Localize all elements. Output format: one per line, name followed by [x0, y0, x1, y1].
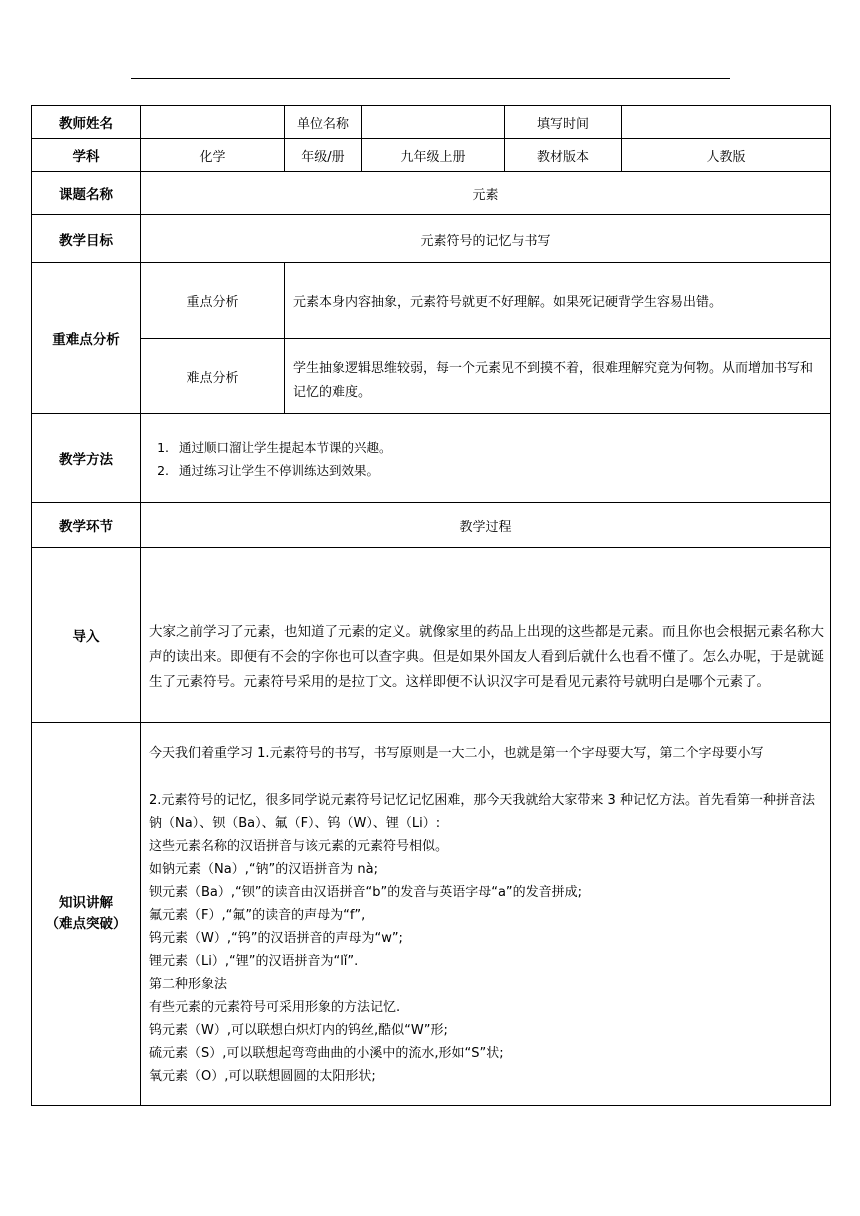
value-key-analysis: 元素本身内容抽象，元素符号就更不好理解。如果死记硬背学生容易出错。 [293, 294, 723, 310]
knowledge-line: 硫元素（S）,可以联想起弯弯曲曲的小溪中的流水,形如“S”状; [149, 1046, 504, 1061]
value-fill-time [622, 106, 831, 139]
method-item: 2. 通过练习让学生不停训练达到效果。 [173, 459, 830, 482]
label-process: 教学过程 [141, 503, 831, 548]
key-analysis-cell [285, 263, 831, 339]
value-teacher-name [141, 106, 285, 139]
knowledge-line: 锂元素（Li）,“锂”的汉语拼音为“lǐ”. [149, 954, 359, 969]
label-knowledge-line2: （难点突破） [45, 916, 127, 932]
lesson-plan-table [31, 105, 831, 1106]
knowledge-line: 氟元素（F）,“氟”的读音的声母为“f”, [149, 908, 366, 923]
knowledge-text [141, 740, 830, 1088]
row-topic [32, 172, 831, 215]
knowledge-line: 钨元素（W）,可以联想白炽灯内的钨丝,酷似“W”形; [149, 1023, 448, 1038]
label-unit-name: 单位名称 [285, 106, 362, 139]
label-subject: 学科 [32, 139, 141, 172]
label-intro: 导入 [32, 548, 141, 723]
knowledge-line: 钡元素（Ba）,“钡”的读音由汉语拼音“b”的发音与英语字母“a”的发音拼成; [149, 885, 583, 900]
label-topic: 课题名称 [32, 172, 141, 215]
value-unit-name [362, 106, 505, 139]
knowledge-line: 第二种形象法 [149, 977, 228, 992]
label-hard-analysis: 难点分析 [141, 339, 285, 414]
knowledge-line: 这些元素名称的汉语拼音与该元素的元素符号相似。 [149, 839, 449, 854]
value-goal: 元素符号的记忆与书写 [420, 233, 551, 249]
row-stage [32, 503, 831, 548]
value-textbook: 人教版 [622, 139, 831, 172]
label-knowledge-line1: 知识讲解 [59, 895, 113, 911]
label-stage: 教学环节 [32, 503, 141, 548]
knowledge-line: 今天我们着重学习 1.元素符号的书写，书写原则是一大二小，也就是第一个字母要大写，第二个字母要小写 [149, 746, 764, 761]
value-grade: 九年级上册 [362, 139, 505, 172]
knowledge-line-blank [149, 765, 824, 789]
label-difficulty: 重难点分析 [32, 263, 141, 414]
intro-cell [141, 548, 831, 723]
knowledge-line: 有些元素的元素符号可采用形象的方法记忆. [149, 1000, 401, 1015]
label-key-analysis: 重点分析 [141, 263, 285, 339]
method-list [141, 434, 830, 482]
row-method [32, 414, 831, 503]
knowledge-cell [141, 723, 831, 1106]
row-teacher [32, 106, 831, 139]
row-goal [32, 215, 831, 263]
goal-cell [141, 215, 831, 263]
row-knowledge [32, 723, 831, 1106]
knowledge-line: 氧元素（O）,可以联想圆圆的太阳形状; [149, 1069, 376, 1084]
label-fill-time: 填写时间 [505, 106, 622, 139]
knowledge-line: 钨元素（W）,“钨”的汉语拼音的声母为“w”; [149, 931, 403, 946]
row-intro [32, 548, 831, 723]
label-grade: 年级/册 [285, 139, 362, 172]
label-method: 教学方法 [32, 414, 141, 503]
label-knowledge [32, 723, 141, 1106]
label-teacher-name: 教师姓名 [32, 106, 141, 139]
header-rule [131, 78, 730, 79]
method-item: 1. 通过顺口溜让学生提起本节课的兴趣。 [173, 436, 830, 459]
method-cell [141, 414, 831, 503]
row-subject [32, 139, 831, 172]
knowledge-line: 如钠元素（Na）,“钠”的汉语拼音为 nà; [149, 862, 379, 877]
label-goal: 教学目标 [32, 215, 141, 263]
hard-analysis-cell [285, 339, 831, 414]
value-hard-analysis: 学生抽象逻辑思维较弱，每一个元素见不到摸不着，很难理解究竟为何物。从而增加书写和记忆的难度。 [293, 361, 814, 400]
knowledge-line: 2.元素符号的记忆，很多同学说元素符号记忆记忆困难，那今天我就给大家带来 3 种记忆方法。首先看第一种拼音法 [149, 793, 815, 808]
knowledge-line: 钠（Na）、钡（Ba）、氟（F）、钨（W）、锂（Li）: [149, 816, 441, 831]
value-subject: 化学 [141, 139, 285, 172]
value-topic: 元素 [141, 172, 831, 215]
row-key-analysis [32, 263, 831, 339]
label-textbook: 教材版本 [505, 139, 622, 172]
value-intro: 大家之前学习了元素，也知道了元素的定义。就像家里的药品上出现的这些都是元素。而且你也会根据元素名称大声的读出来。即便有不会的字你也可以查字典。但是如果外国友人看到后就什么也看不懂了。怎么办呢，于是就诞生了元素符号。元素符号采用的是拉丁文。这样即便不认识汉字可是看见元素符号就明白是哪个元素了。 [149, 623, 824, 690]
row-hard-analysis [32, 339, 831, 414]
